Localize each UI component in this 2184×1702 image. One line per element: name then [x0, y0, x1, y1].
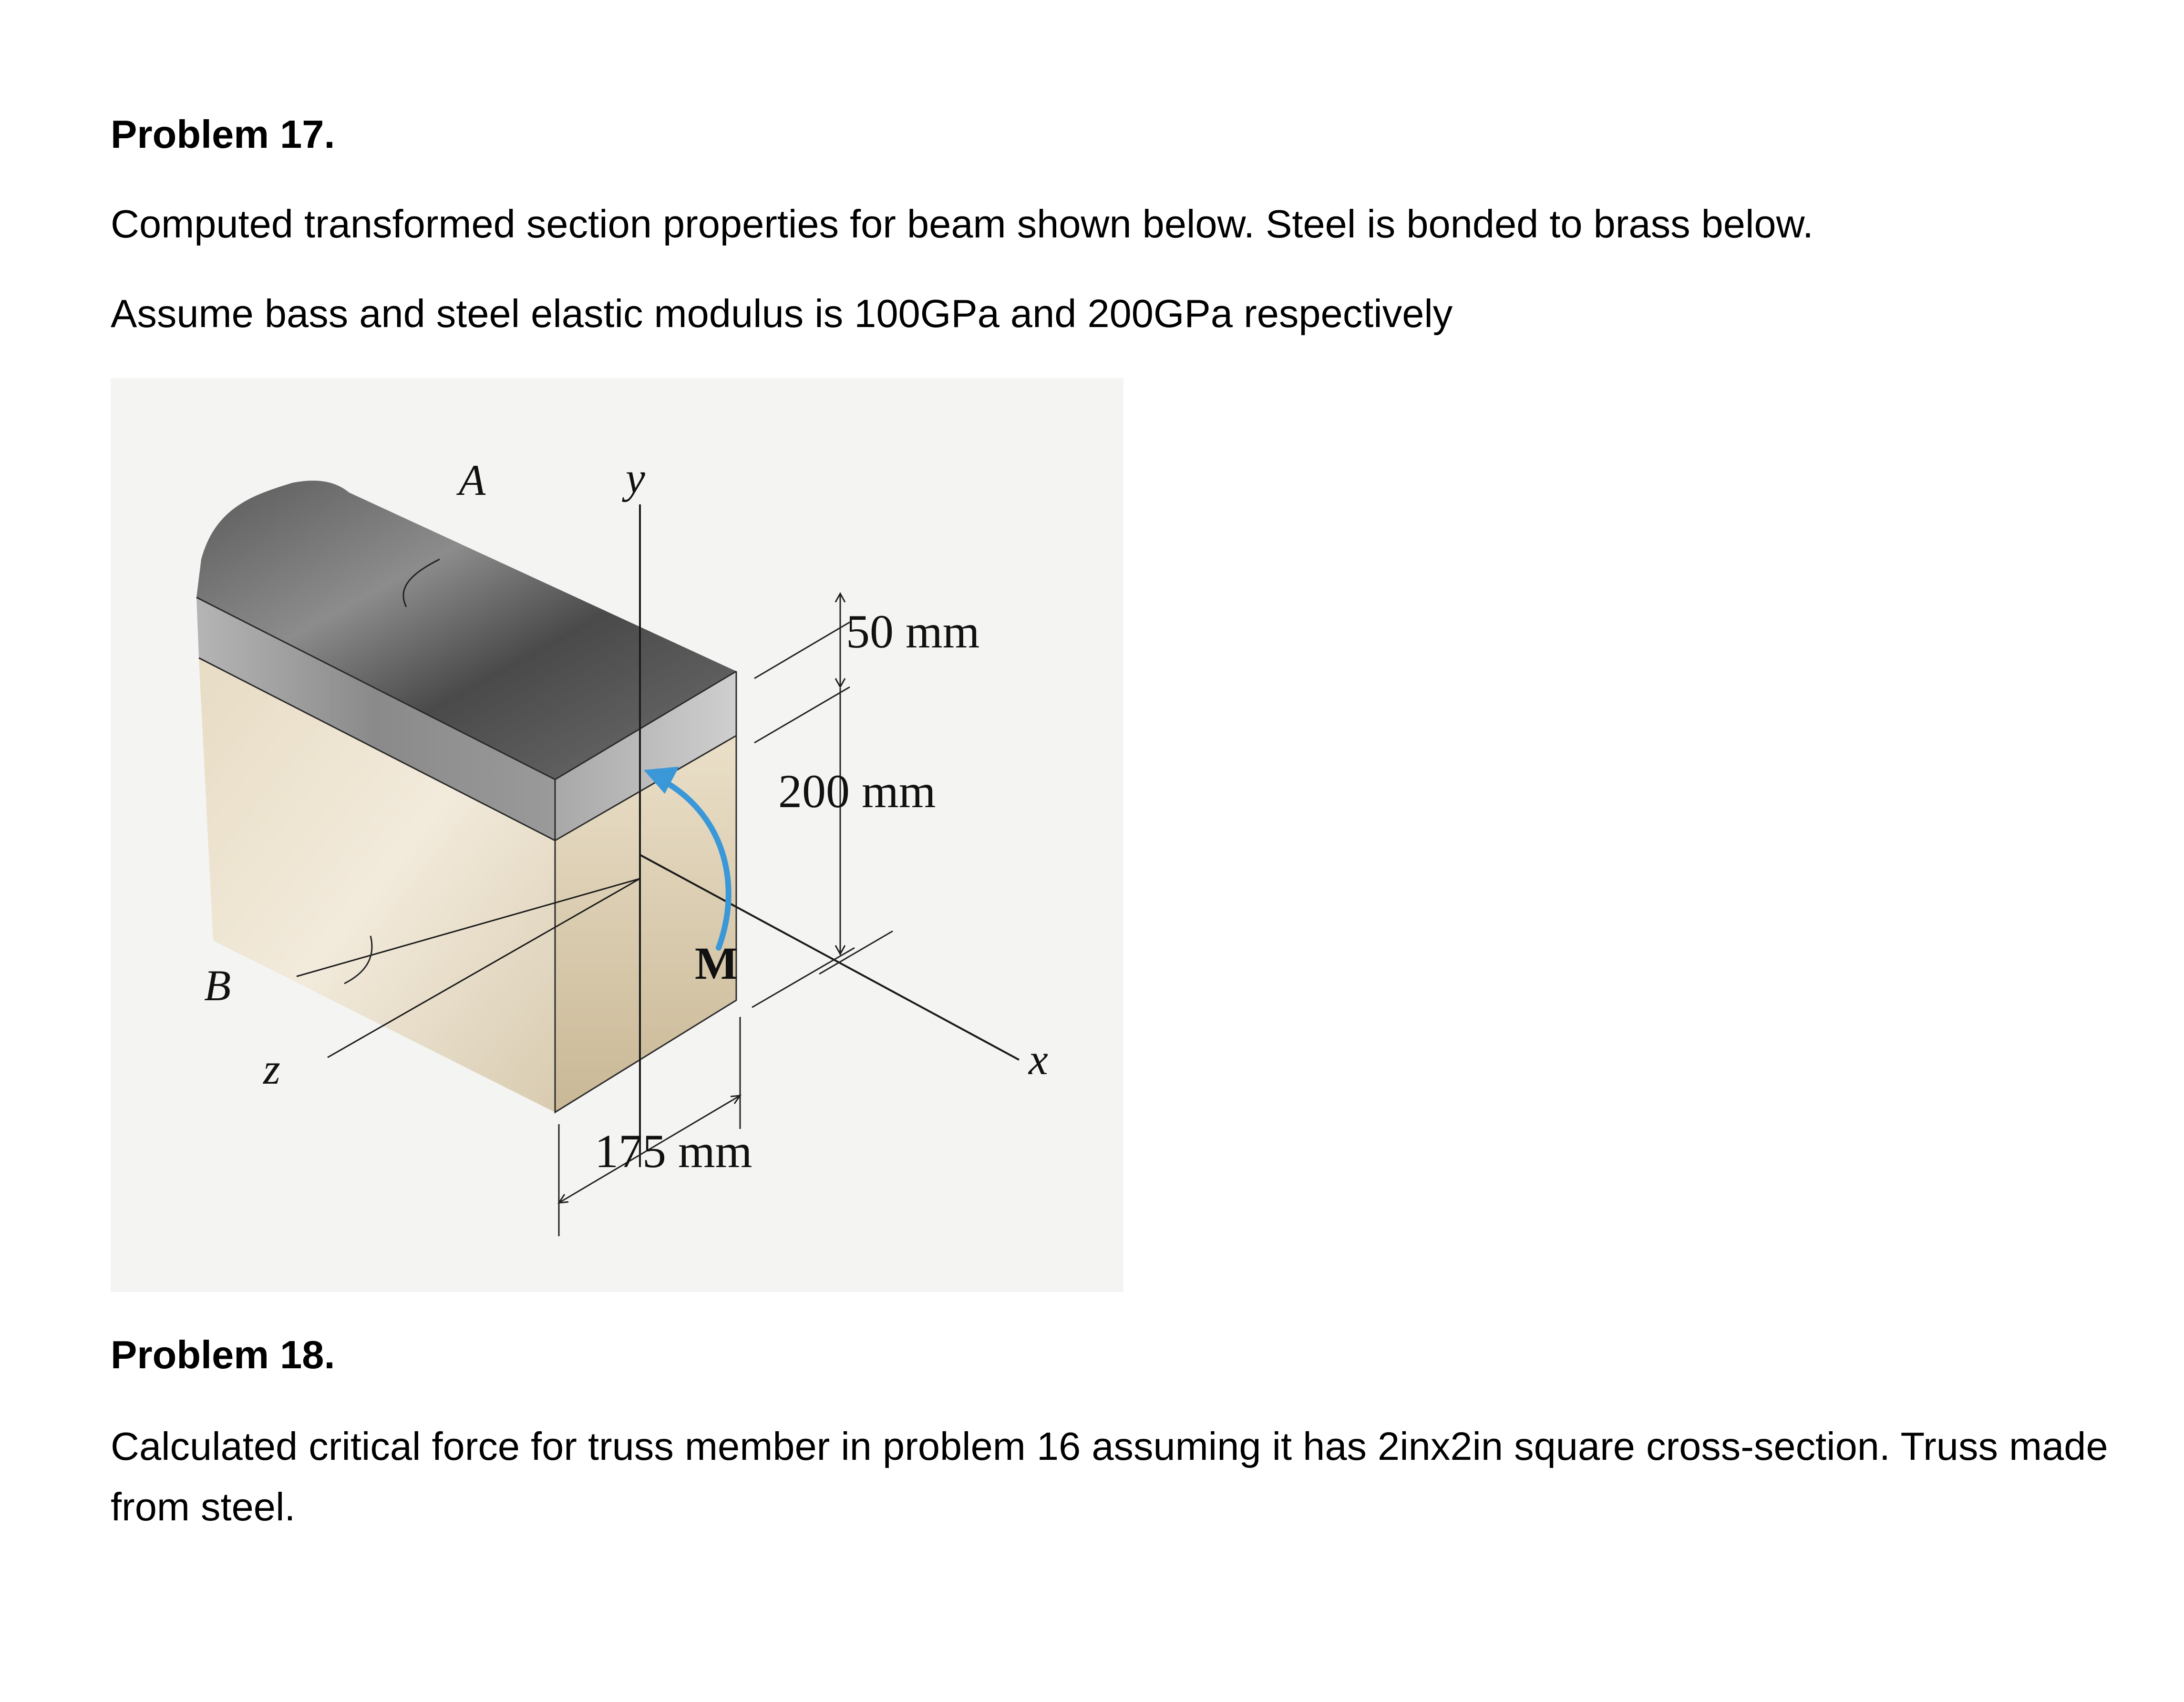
- label-M: M: [695, 938, 738, 989]
- problem-17-statement: Computed transformed section properties for beam shown below. Steel is bonded to brass below.: [111, 202, 1813, 246]
- problem-18-statement: Calculated critical force for truss member in problem 16 assuming it has 2inx2in square cross-section. Truss made from steel.: [111, 1424, 2108, 1529]
- label-z: z: [263, 1045, 280, 1093]
- problem-18-title: Problem 18.: [111, 1333, 335, 1377]
- beam-diagram: [111, 378, 1123, 1292]
- label-dim-width: 175 mm: [595, 1125, 752, 1178]
- problem-17-assumption: Assume bass and steel elastic modulus is 100GPa and 200GPa respectively: [111, 291, 1453, 336]
- label-dim-top: 50 mm: [846, 605, 980, 658]
- beam-figure: [111, 378, 1123, 1292]
- label-y: y: [626, 453, 645, 502]
- problem-17-title: Problem 17.: [111, 112, 335, 156]
- label-dim-height: 200 mm: [778, 765, 936, 818]
- label-B: B: [204, 961, 231, 1010]
- label-A: A: [459, 456, 486, 504]
- label-x: x: [1029, 1035, 1048, 1084]
